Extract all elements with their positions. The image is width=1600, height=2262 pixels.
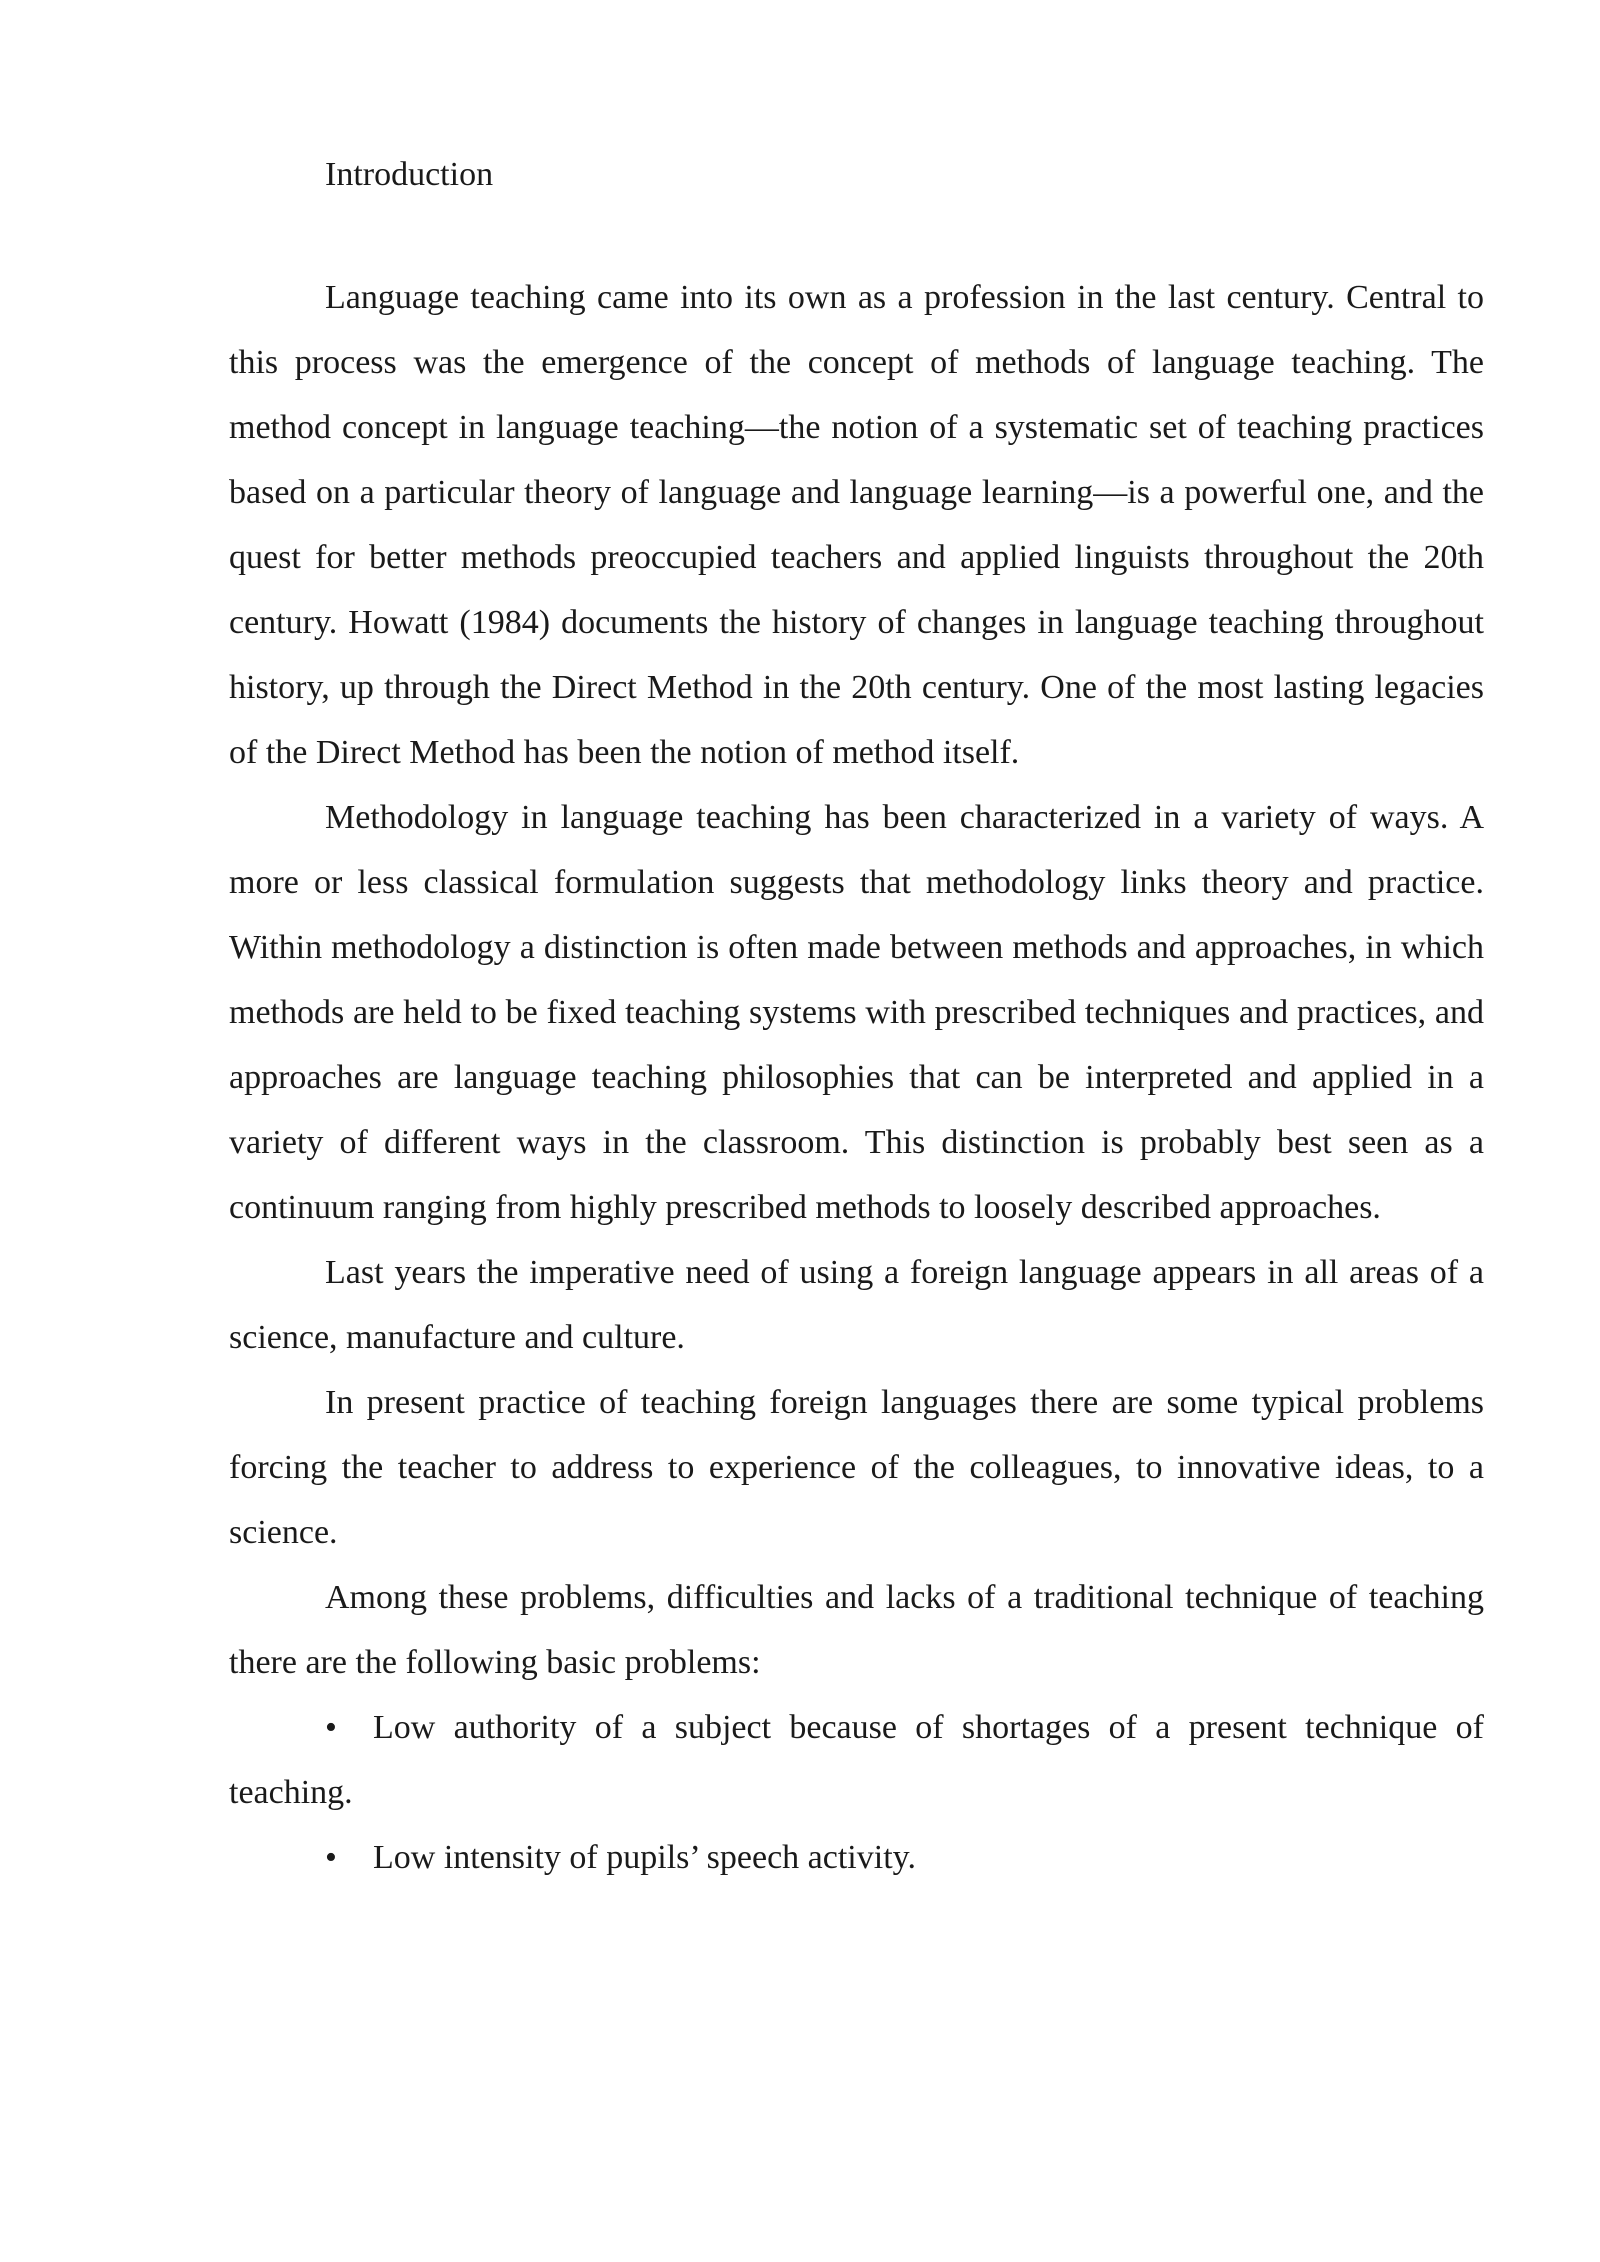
bullet-icon: •	[325, 1839, 337, 1876]
document-body	[229, 150, 1484, 1890]
paragraph-3: Last years the imperative need of using a foreign language appears in all areas of a science, manufacture and culture.	[229, 1254, 1484, 1356]
bullet-text-1: Low authority of a subject because of shortages of a present technique of teaching.	[229, 1709, 1484, 1811]
bullet-item-2	[229, 1825, 1484, 1890]
paragraph-1: Language teaching came into its own as a profession in the last century. Central to this process was the emergence of the concept of methods of language teaching. The method concept in language teaching—the notion of a systematic set of teaching practices based on a particular theory of language and language learning—is a powerful one, and the quest for better methods preoccupied teachers and applied linguists throughout the 20th century. Howatt (1984) documents the history of changes in language teaching throughout history, up through the Direct Method in the 20th century. One of the most lasting legacies of the Direct Method has been the notion of method itself.	[229, 279, 1484, 771]
bullet-icon: •	[325, 1709, 337, 1746]
section-heading: Introduction	[325, 156, 494, 193]
bullet-item-1	[229, 1695, 1484, 1825]
bullet-text-2: Low intensity of pupils’ speech activity.	[373, 1839, 916, 1876]
paragraph-4: In present practice of teaching foreign languages there are some typical problems forcing the teacher to address to experience of the colleagues, to innovative ideas, to a science.	[229, 1384, 1484, 1551]
paragraph-2: Methodology in language teaching has been characterized in a variety of ways. A more or less classical formulation suggests that methodology links theory and practice. Within methodology a distinction is often made between methods and approaches, in which methods are held to be fixed teaching systems with prescribed techniques and practices, and approaches are language teaching philosophies that can be interpreted and applied in a variety of different ways in the classroom. This distinction is probably best seen as a continuum ranging from highly prescribed methods to loosely described approaches.	[229, 799, 1484, 1226]
paragraph-5: Among these problems, difficulties and lacks of a traditional technique of teaching there are the following basic problems:	[229, 1579, 1484, 1681]
